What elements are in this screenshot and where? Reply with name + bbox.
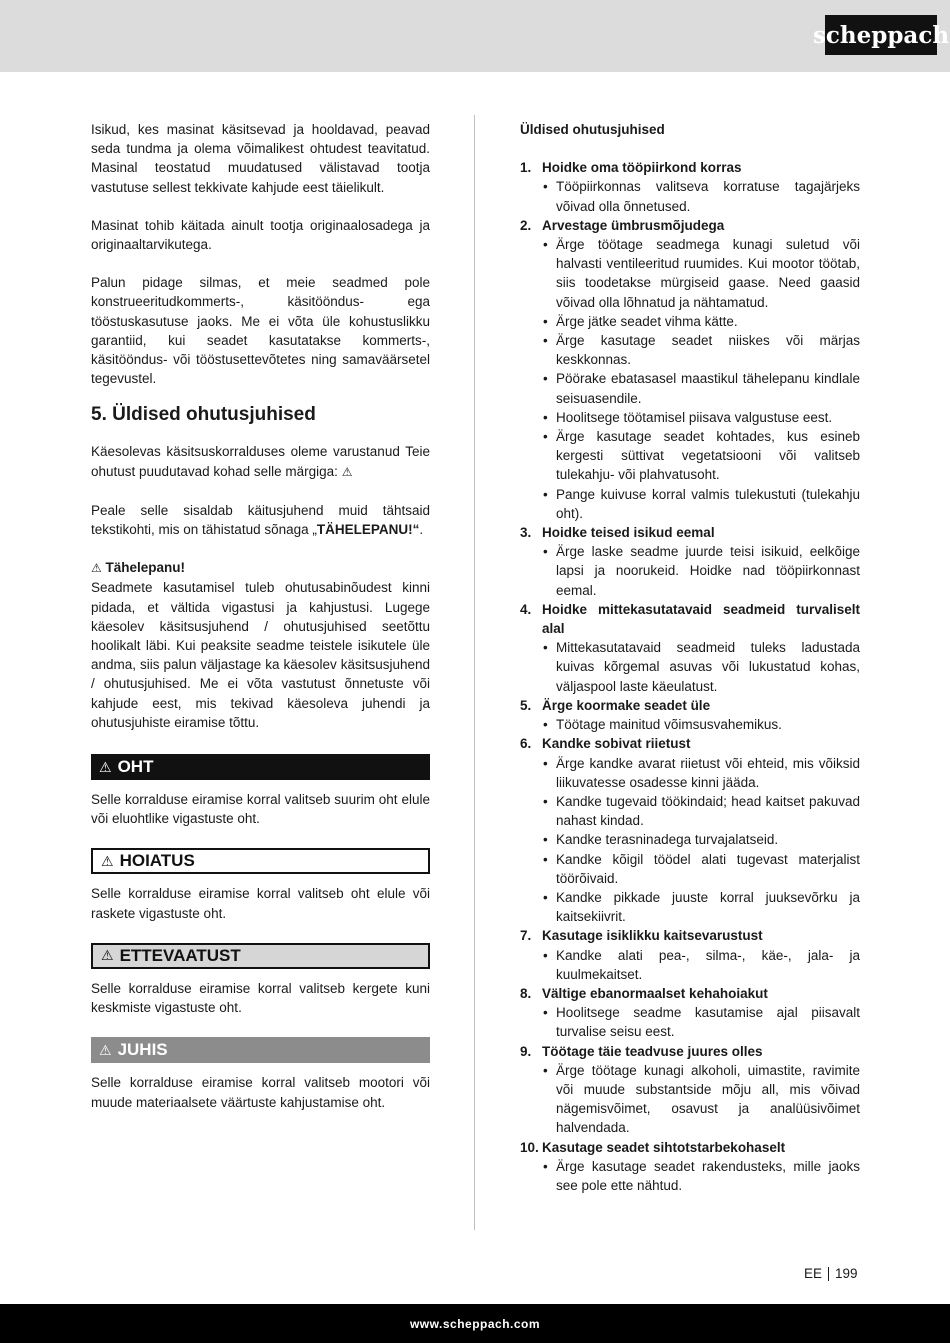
- bullet-icon: •: [543, 237, 548, 253]
- bullet-icon: •: [543, 851, 548, 867]
- bullet-text: Töötage mainitud võimsusvahemikus.: [556, 717, 782, 733]
- item-title-text: Hoidke teised isikud eemal: [542, 525, 715, 541]
- bullet-text: Ärge laske seadme juurde teisi isikuid, eelkõige lapsi ja noorukeid. Hoidke nad tööpiirkonnast eemal.: [556, 544, 860, 598]
- bullet-icon: •: [543, 832, 548, 848]
- bullet-item: [520, 408, 860, 427]
- safety-item-title: [520, 600, 860, 638]
- safety-item-title: [520, 984, 860, 1003]
- warning-label: HOIATUS: [119, 851, 195, 871]
- item-title-text: Kasutage seadet sihtotstarbekohaselt: [542, 1139, 786, 1155]
- caution-box: [91, 943, 430, 969]
- bullet-item: [520, 485, 860, 523]
- page-number: [804, 1265, 858, 1283]
- bullet-item: [520, 1003, 860, 1041]
- item-title-text: Töötage täie teadvuse juures olles: [542, 1043, 763, 1059]
- bullet-text: Hoolitsege töötamisel piisava valgustuse eest.: [556, 409, 833, 425]
- bullet-text: Ärge töötage seadmega kunagi suletud või halvasti ventileeritud ruumides. Kui mootor töötab, siis toodetakse mürgiseid gaase. Need gaasid võivad olla lõhnatud ja nähtamatud.: [556, 237, 860, 310]
- left-column: [91, 120, 430, 1112]
- danger-label: OHT: [117, 757, 154, 777]
- warning-text: Selle korralduse eiramise korral valitseb oht elule või raskete vigastuste oht.: [91, 886, 430, 921]
- item-number: 4.: [520, 601, 532, 617]
- safety-item-title: [520, 734, 860, 753]
- item-number: 5.: [520, 697, 532, 713]
- bullet-item: [520, 638, 860, 696]
- warning-box: [91, 848, 430, 874]
- item-number: 9.: [520, 1043, 532, 1059]
- right-column: [520, 120, 860, 1195]
- warning-triangle-icon: ⚠: [341, 464, 353, 479]
- logo-text: scheppach: [812, 21, 950, 49]
- item-number: 3.: [520, 525, 532, 541]
- caution-label: ETTEVAATUST: [119, 945, 241, 965]
- bullet-item: [520, 312, 860, 331]
- bullet-item: [520, 427, 860, 485]
- bullet-icon: •: [543, 793, 548, 809]
- bullet-text: Ärge kasutage seadet rakendusteks, mille jaoks see pole ette nähtud.: [556, 1158, 860, 1193]
- safety-item-title: [520, 523, 860, 542]
- caution-text: Selle korralduse eiramise korral valitseb kergete kuni keskmiste vigastuste oht.: [91, 980, 430, 1016]
- website-link[interactable]: www.scheppach.com: [409, 1316, 541, 1331]
- bullet-item: [520, 850, 860, 888]
- warning-triangle-icon: ⚠: [99, 758, 112, 775]
- bullet-item: [520, 177, 860, 215]
- bullet-icon: •: [543, 640, 548, 656]
- bullet-item: [520, 235, 860, 312]
- item-title-text: Arvestage ümbrusmõjudega: [542, 217, 725, 233]
- bullet-item: [520, 1157, 860, 1195]
- bullet-icon: •: [543, 371, 548, 387]
- bullet-item: [520, 1061, 860, 1138]
- header-bar: [0, 0, 950, 72]
- danger-text: Selle korralduse eiramise korral valitseb suurim oht elule või eluohtlike vigastuste oht.: [91, 792, 430, 827]
- item-title-text: Hoidke mittekasutatavaid seadmeid turvaliselt alal: [542, 601, 860, 637]
- page-number-value: 199: [835, 1266, 858, 1281]
- warning-triangle-icon: ⚠: [101, 852, 114, 869]
- bullet-icon: •: [543, 1062, 548, 1078]
- bullet-text: Ärge kasutage seadet niiskes või märjas keskkonnas.: [556, 333, 860, 368]
- item-number: 6.: [520, 736, 532, 752]
- item-number: 8.: [520, 985, 532, 1001]
- bullet-text: Hoolitsege seadme kasutamise ajal piisavalt turvalise seisu eest.: [556, 1005, 860, 1040]
- safety-heading: Üldised ohutusjuhised: [520, 122, 665, 137]
- bullet-icon: •: [543, 486, 548, 502]
- bullet-icon: •: [543, 1158, 548, 1174]
- bullet-text: Ärge jätke seadet vihma kätte.: [556, 313, 738, 329]
- intro-paragraph-2: Masinat tohib käitada ainult tootja originaalosadega ja originaaltarvikutega.: [91, 217, 430, 253]
- section-title: 5. Üldised ohutusjuhised: [91, 404, 316, 426]
- bullet-text: Kandke kõigil töödel alati tugevast materjalist töörõivaid.: [556, 851, 860, 886]
- item-title-text: Vältige ebanormaalset kehahoiakut: [542, 985, 768, 1001]
- bullet-text: Tööpiirkonnas valitseva korratuse tagajärjeks võivad olla õnnetused.: [556, 179, 860, 214]
- bullet-icon: •: [543, 313, 548, 329]
- bullet-item: [520, 830, 860, 849]
- item-title-text: Hoidke oma tööpiirkond korras: [542, 160, 742, 176]
- bullet-icon: •: [543, 1005, 548, 1021]
- warning-triangle-icon: ⚠: [99, 1041, 112, 1058]
- safety-item-title: [520, 1138, 860, 1157]
- bullet-icon: •: [543, 717, 548, 733]
- bullet-text: Pange kuivuse korral valmis tulekustuti (tulekahju oht).: [556, 486, 860, 521]
- item-number: 1.: [520, 160, 532, 176]
- notice-text: Selle korralduse eiramise korral valitseb mootori või muude materiaalsete väärtuste kahjustamise oht.: [91, 1075, 430, 1110]
- bullet-icon: •: [543, 409, 548, 425]
- safety-list: [520, 158, 860, 1195]
- bullet-icon: •: [543, 889, 548, 905]
- item-number: 2.: [520, 217, 532, 233]
- intro-paragraph-1: Isikud, kes masinat käsitsevad ja hooldavad, peavad seda tundma ja olema võimalikest ohtudest teavitatud. Masinal teostatud muudatused välistavad tootja vastutuse sellest tekkivate kahjude eest täielikult.: [91, 122, 430, 195]
- bullet-text: Kandke terasninadega turvajalatseid.: [556, 832, 779, 848]
- section-paragraph-2-end: .: [419, 522, 424, 538]
- bullet-icon: •: [543, 429, 548, 445]
- bullet-item: [520, 715, 860, 734]
- bullet-text: Ärge kandke avarat riietust või ehteid, mis võiksid liikuvatesse osadesse kinni jääda.: [556, 755, 860, 790]
- item-title-text: Ärge koormake seadet üle: [542, 697, 711, 713]
- bullet-text: Mittekasutatavaid seadmeid tuleks ladustada kuivas kõrgemal asuvas või lukustatud kohas, väljaspool laste käeulatust.: [556, 640, 860, 694]
- attention-title: Tähelepanu!: [105, 560, 186, 576]
- item-number: 10.: [520, 1139, 539, 1155]
- bullet-icon: •: [543, 333, 548, 349]
- footer-bar: [0, 1304, 950, 1343]
- bullet-text: Kandke alati pea-, silma-, käe-, jala- ja kuulmekaitset.: [556, 947, 860, 982]
- warning-triangle-icon: ⚠: [91, 561, 102, 576]
- notice-label: JUHIS: [117, 1040, 168, 1060]
- language-code: EE: [804, 1266, 823, 1281]
- section-paragraph-2-text: Peale selle sisaldab käitusjuhend muid tähtsaid tekstikohti, mis on tähistatud sõnaga „: [91, 502, 430, 538]
- warning-triangle-icon: ⚠: [101, 947, 114, 964]
- bullet-icon: •: [543, 947, 548, 963]
- bullet-text: Kandke pikkade juuste korral juuksevõrku ja kaitsekiivrit.: [556, 889, 860, 925]
- bullet-item: [520, 946, 860, 984]
- section-paragraph-1: [91, 442, 430, 481]
- safety-item-title: [520, 216, 860, 235]
- safety-item-title: [520, 696, 860, 715]
- column-divider: [474, 115, 475, 1230]
- intro-paragraph-3: Palun pidage silmas, et meie seadmed pole konstrueeritudkommerts-, käsitööndus- ega tööstuskasutuse jaoks. Me ei võta üle kohustuslikku garantiid, kui seadet kasutatakse kommerts-, käsitööndus- või tööstusettevõtetes ning samaväärsetel tegevustel.: [91, 275, 430, 387]
- brand-logo: [812, 15, 950, 55]
- bullet-icon: •: [543, 544, 548, 560]
- attention-heading: [91, 558, 430, 578]
- bullet-icon: •: [543, 755, 548, 771]
- bullet-icon: •: [543, 179, 548, 195]
- safety-item-title: [520, 1042, 860, 1061]
- bullet-text: Ärge kasutage seadet kohtades, kus esineb kergesti süttivat vegetatsiooni või valitseb tulekahju- või plahvatusoht.: [556, 429, 860, 483]
- attention-keyword: TÄHELEPANU!“: [316, 522, 420, 538]
- item-title-text: Kasutage isiklikku kaitsevarustust: [542, 928, 763, 944]
- bullet-text: Kandke tugevaid töökindaid; head kaitset pakuvad nahast kindad.: [556, 793, 860, 829]
- notice-box: [91, 1037, 430, 1063]
- bullet-item: [520, 888, 860, 926]
- bullet-item: [520, 331, 860, 369]
- bullet-text: Ärge töötage kunagi alkoholi, uimastite, ravimite või muude substantside mõju all, mis võivad nägemisvõimet, osavust ja analüüsivõimet halvendada.: [556, 1062, 860, 1136]
- section-paragraph-1-text: Käesolevas käsitsuskorralduses oleme varustanud Teie ohutust puudutavad kohad selle märgiga:: [91, 444, 430, 479]
- bullet-item: [520, 754, 860, 792]
- section-paragraph-2: [91, 501, 430, 539]
- attention-text: Seadmete kasutamisel tuleb ohutusabinõudest kinni pidada, et vältida vigastusi ja kahjustusi. Lugege käesolev käsitsusjuhend / ohutusjuhised seetõttu hoolikalt läbi. Kui peaksite seadme teistele isikutele üle andma, siis palun väljastage ka käesolev käsitsusjuhend / ohutusjuhised. Me ei võta vastutust õnnetuste või kahjude eest, mis tekivad käesoleva juhendi ja ohutusjuhiste eiramise tõttu.: [91, 580, 430, 730]
- bullet-item: [520, 792, 860, 830]
- safety-item-title: [520, 158, 860, 177]
- bullet-item: [520, 542, 860, 600]
- bullet-text: Pöörake ebatasasel maastikul tähelepanu kindlale seisuasendile.: [556, 371, 860, 406]
- safety-item-title: [520, 926, 860, 945]
- item-title-text: Kandke sobivat riietust: [542, 736, 691, 752]
- item-number: 7.: [520, 928, 532, 944]
- danger-box: [91, 754, 430, 780]
- bullet-item: [520, 369, 860, 407]
